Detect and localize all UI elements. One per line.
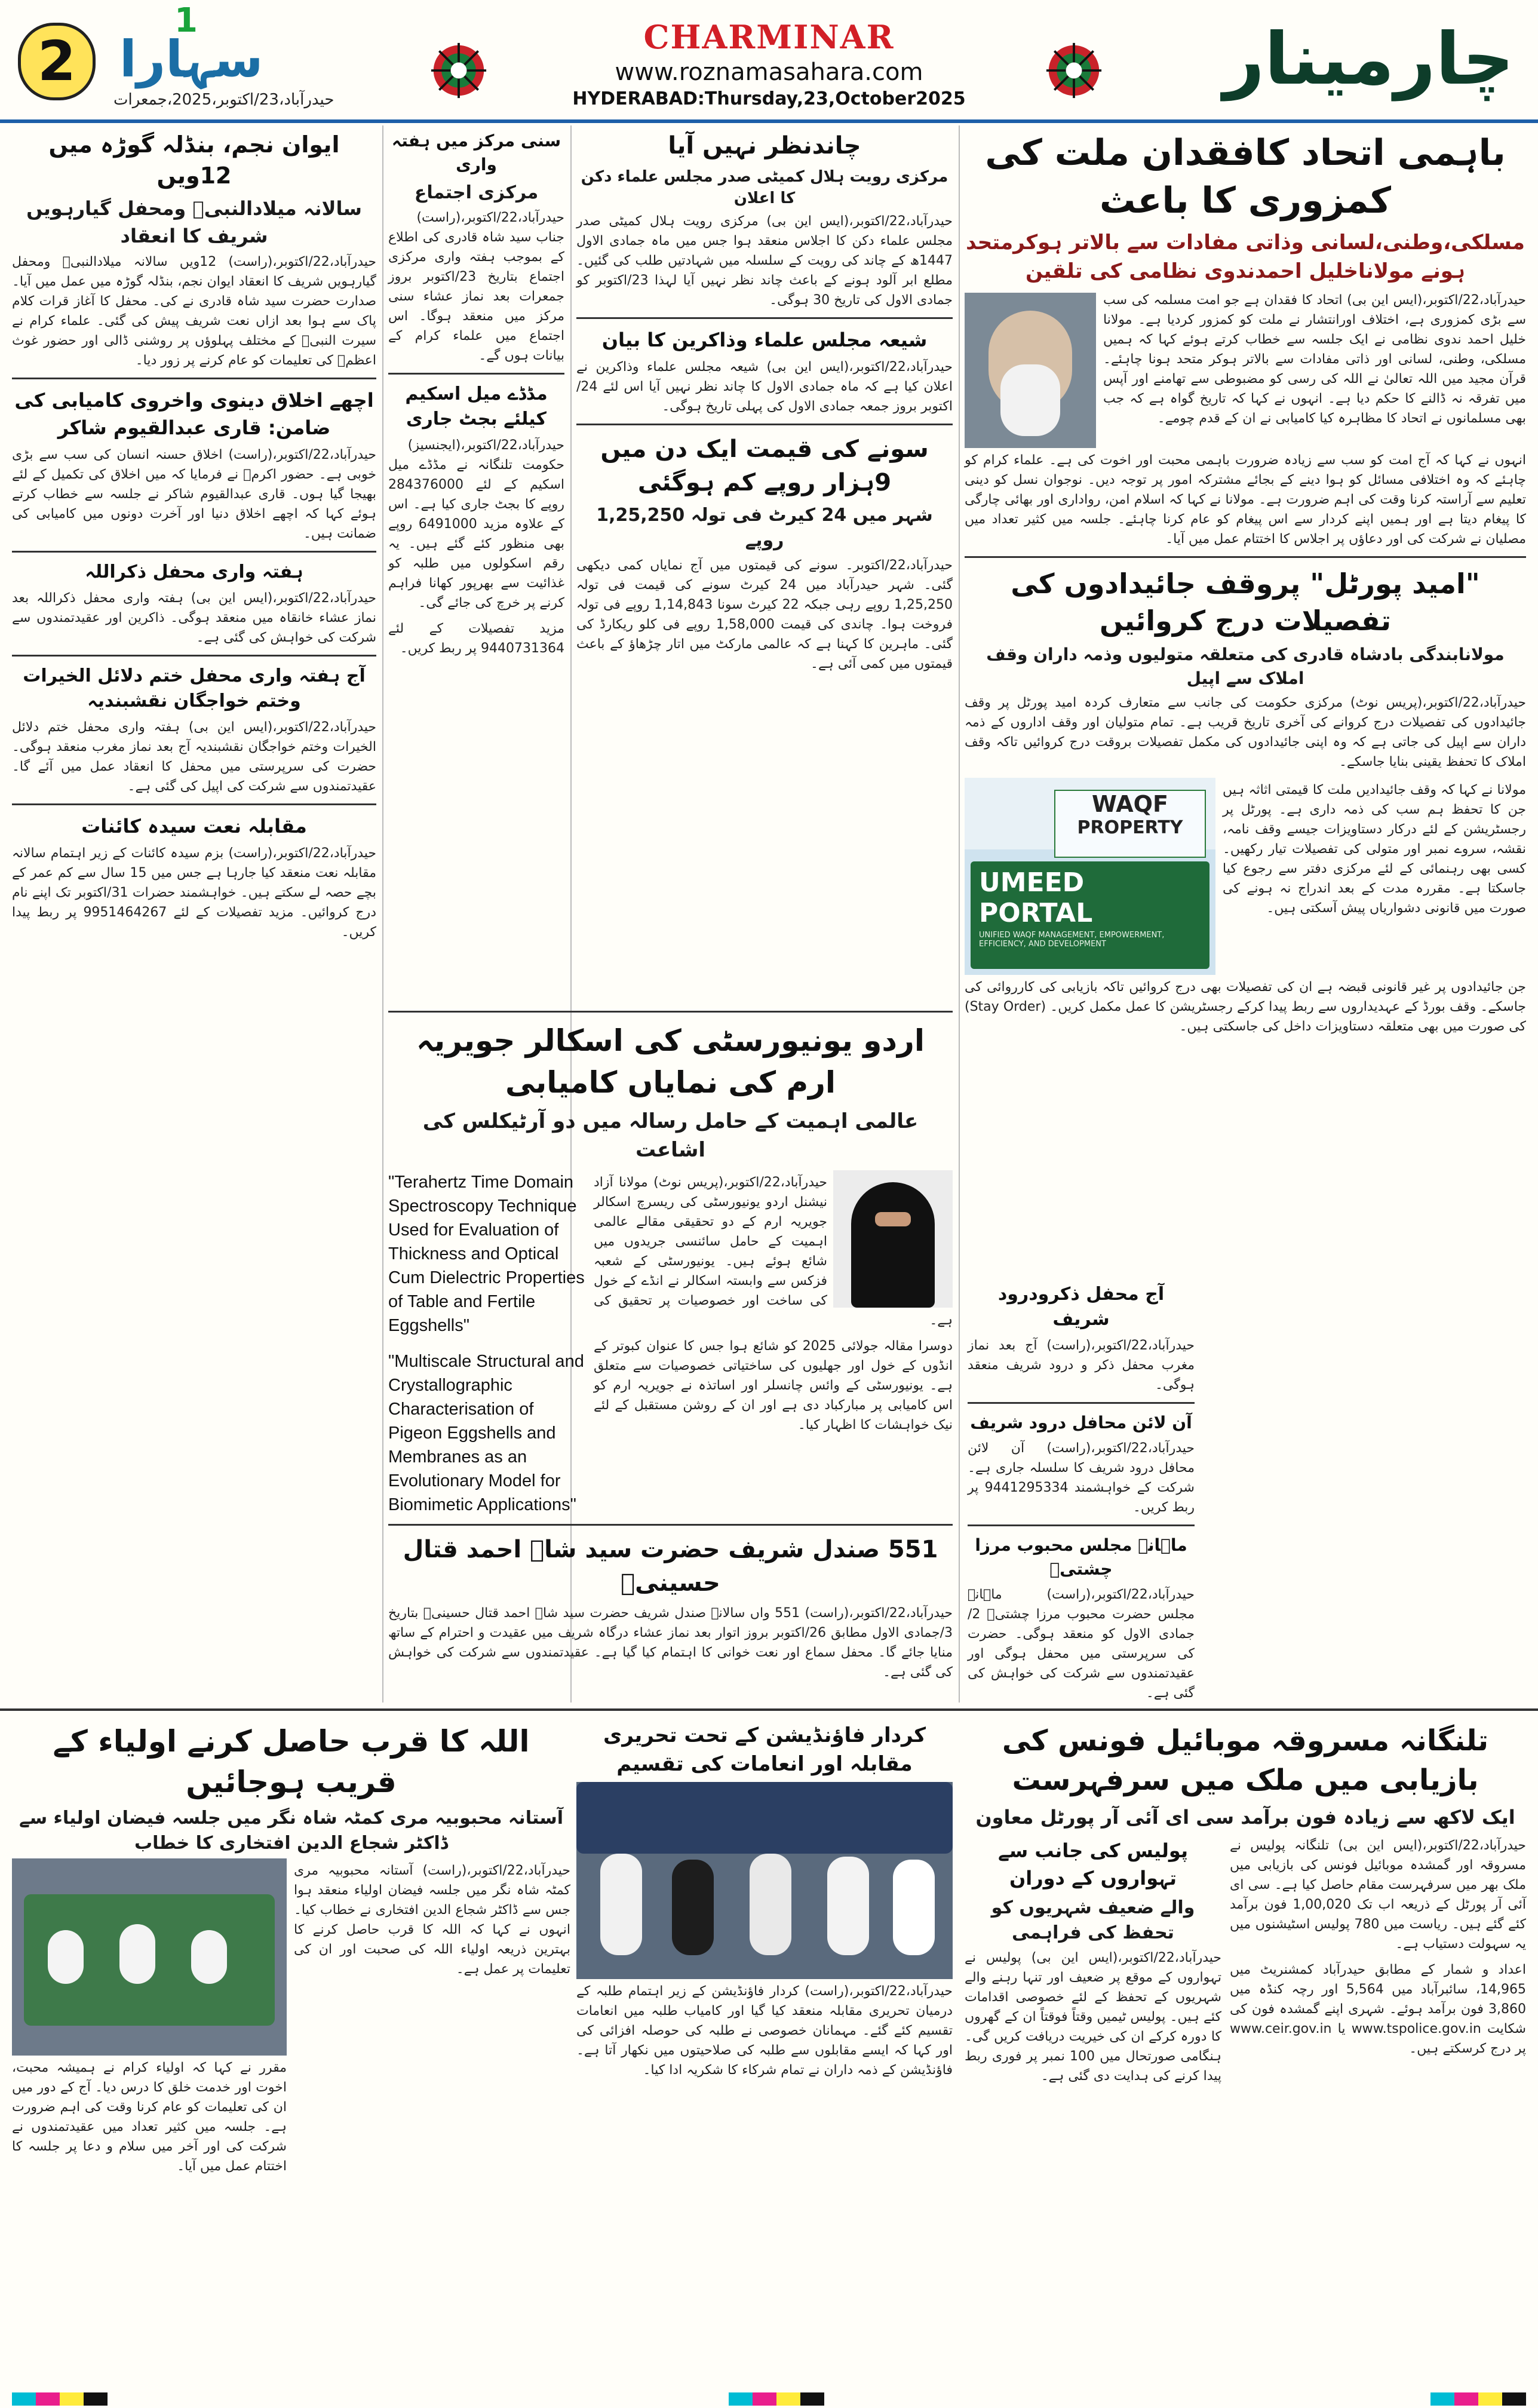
- article-headline: ایوان نجم، بنڈلہ گوڑہ میں 12ویں: [48, 131, 340, 189]
- paper-title-1: "Terahertz Time Domain Spectroscopy Technique Used for Evaluation of Thickness and Optical Cum Dielectric Properties of Table and Fertile Eggshells": [388, 1173, 585, 1335]
- article-headline: تلنگانہ مسروقہ موبائیل فونس کی بازیابی میں ملک میں سرفہرست: [1002, 1724, 1489, 1797]
- article-body: حیدرآباد،22/اکتوبر،(پریس نوٹ) مرکزی حکومت کی جانب سے متعارف کردہ امید پورٹل پر وقف جائیدادوں کی تفصیلات درج کروانے کی آخری تاریخ قریب ہے۔ تمام متولیان اور وقف اداروں کے ذمہ داران سے اپیل کی جاتی ہے کہ وہ اپنی جائیدادوں کی مکمل تفصیلات بروقت درج کروائیں تاکہ وقف املاک کا تحفظ یقینی بنایا جاسکے۔: [965, 695, 1526, 769]
- registration-mark: [60, 2392, 84, 2406]
- article-body: حیدرآباد،22/اکتوبر،(ایس این بی) مرکزی رویت ہلال کمیٹی صدر مجلس علماء دکن کا اجلاس منعقد ہوا جس میں ماہ جمادی الاول 1447ھ کے چاند کی رویت کے سلسلہ میں شہادتیں طلب کی گئیں۔ مطلع ابر آلود ہونے کے باعث چاند نظر نہیں آیا لہذا 23/اکتوبر کو جمادی الاول کی تاریخ 30 ہوگی۔: [576, 214, 953, 308]
- article-headline: سنی مرکز میں ہفتہ واری: [391, 131, 561, 174]
- registration-mark: [36, 2392, 60, 2406]
- umeed-title: UMEED: [979, 867, 1085, 898]
- paper-title-2: "Multiscale Structural and Crystallographic Characterisation of Pigeon Eggshells and Membranes as an Evolutionary Model for Biomimetic Applications": [388, 1352, 584, 1514]
- article-subhead: آستانہ محبوبیہ مری کمٹہ شاہ نگر میں جلسہ فیضان اولیاء سے ڈاکٹر شجاع الدین افتخاری کا خطاب: [19, 1808, 563, 1854]
- article-body: دوسرا مقالہ جولائی 2025 کو شائع ہوا جس کا عنوان کبوتر کے انڈوں کے خول اور جھلیوں کی ساختیاتی خصوصیات سے متعلق ہے۔ یونیورسٹی کے وائس چانسلر اور اساتذہ نے جویریہ ارم کو اس کامیابی پر مبارکباد دی ہے اور ان کے روشن مستقبل کے لئے نیک خواہشات کا اظہار کیا۔: [594, 1339, 953, 1432]
- article-headline: اردو یونیورسٹی کی اسکالر جویریہ ارم کی نمایاں کامیابی: [416, 1023, 925, 1100]
- article-body: حیدرآباد،22/اکتوبر،(ایس این بی) شیعہ مجلس علماء وذاکرین نے اعلان کیا ہے کہ ماہ جمادی الاول کا چاند نظر نہیں آیا اس لئے 24/اکتوبر بروز جمعہ جمادی الاول کی پہلی تاریخ ہوگی۔: [576, 360, 953, 414]
- page-number: 2: [18, 23, 96, 100]
- scholar-photo: [833, 1170, 953, 1308]
- column-rule: [959, 125, 960, 1703]
- article-subhead: ایک لاکھ سے زیادہ فون برآمد سی ای آئی آر پورٹل معاون: [975, 1806, 1515, 1829]
- article-subhead: مرکزی رویت ہلال کمیٹی صدر مجلس علماء دکن کا اعلان: [581, 168, 948, 207]
- article-headline: آن لائن محافل درود شریف: [970, 1413, 1192, 1432]
- waqf-sign-subtitle: PROPERTY: [1077, 817, 1183, 838]
- masthead-urdu-date: حیدرآباد،23/اکتوبر،2025،جمعرات: [113, 91, 334, 109]
- umeed-tagline: UNIFIED WAQF MANAGEMENT, EMPOWERMENT, EFFICIENCY, AND DEVELOPMENT: [979, 931, 1165, 949]
- registration-mark: [1478, 2392, 1502, 2406]
- article-body: حیدرآباد،22/اکتوبر،(ایس این بی) ہفتہ واری محفل ختم دلائل الخیرات وختم خواجگان نقشبندیہ آج بعد نماز مغرب منعقد ہوگی۔ حضرت کی سرپرستی میں محفل کا انعقاد عمل میں آئے گا۔ عقیدتمندوں سے شرکت کی اپیل کی گئی ہے۔: [12, 720, 376, 794]
- umeed-portal-photo: [965, 778, 1215, 975]
- article-body: انہوں نے کہا کہ آج امت کو سب سے زیادہ ضرورت باہمی محبت اور اخوت کی ہے۔ علماء کرام کو چاہئے کہ وہ اختلافی مسائل کو ہوا دینے کے بجائے مشترکہ امور پر توجہ دیں۔ نوجوان نسل کو دینی تعلیم سے آراستہ کرنا وقت کی اہم ضرورت ہے۔ مولانا نے کہا کہ اسلام امن، رواداری اور بھائی چارگی کا پیغام دیتا ہے اور ہمیں اپنے کردار سے اس پیغام کو عام کرنا چاہئے۔ جلسہ میں کثیر تعداد میں مصلیان نے شرکت کی اور دعاؤں پر اجلاس کا اختتام عمل میں آیا۔: [965, 453, 1526, 547]
- divider: [576, 317, 953, 319]
- registration-mark: [776, 2392, 800, 2406]
- bottom-story-aulia: [12, 1717, 570, 2182]
- speaker-photo: [965, 293, 1096, 448]
- website-link[interactable]: www.roznamasahara.com: [615, 59, 923, 86]
- sahara-logo: [119, 1, 263, 88]
- divider: [965, 556, 1526, 558]
- article-headline: چاندنظر نہیں آیا: [668, 132, 861, 159]
- dateline: HYDERABAD:Thursday,23,October2025: [572, 88, 966, 109]
- article-headline: اللہ کا قرب حاصل کرنے اولیاء کے قریب ہوجائیں: [53, 1724, 530, 1799]
- article-body: مولانا نے کہا کہ وقف جائیدادیں ملت کا قیمتی اثاثہ ہیں جن کا تحفظ ہم سب کی ذمہ داری ہے۔ پورٹل پر رجسٹریشن کے لئے درکار دستاویزات جیسے وقف نامہ، نقشہ، سروے نمبر اور متولی کی تفصیلات تیار رکھیں۔ کسی بھی رہنمائی کے لئے مرکزی دفتر سے رجوع کیا جاسکتا ہے۔ مقررہ مدت کے بعد اندراج نہ ہونے کی صورت میں قانونی دشواریاں پیش آسکتی ہیں۔: [1223, 783, 1526, 916]
- article-headline: 551 صندل شریف حضرت سید شاہ احمد قتال حسینیؒ: [403, 1536, 938, 1597]
- divider: [388, 373, 564, 375]
- article-subhead: والے ضعیف شہریوں کو تحفظ کی فراہمی: [991, 1897, 1195, 1943]
- bottom-story-phones: [965, 1717, 1526, 2092]
- article-body: حیدرآباد،22/اکتوبر،(ایس این بی) ہفتہ واری محفل ذکراللہ بعد نماز عشاء خانقاہ میں منعقد ہوگی۔ ذاکرین اور عقیدتمندوں سے شرکت کی خواہش کی گئی ہے۔: [12, 591, 376, 645]
- article-body: حیدرآباد،22/اکتوبر،(راست) بزم سیدہ کائنات کے زیر اہتمام سالانہ مقابلہ نعت منعقد کیا جارہا ہے جس میں 15 سال سے کم عمر کے بچے حصہ لے سکتے ہیں۔ خواہشمند حضرات 31/اکتوبر تک اپنے نام درج کروائیں۔ مزید تفصیلات کے لئے 9951464267 پر ربط پیدا کریں۔: [12, 846, 377, 940]
- col-left: [12, 125, 376, 948]
- divider: [968, 1524, 1195, 1526]
- article-headline: مڈڈے میل اسکیم کیلئے بجٹ جاری: [405, 384, 548, 430]
- article-headline: ماہانہ مجلس محبوب مرزا چشتیؒ: [975, 1535, 1187, 1579]
- logo-one-badge: 1: [174, 1, 199, 40]
- article-headline: پولیس کی جانب سے تہواروں کے دوران: [998, 1839, 1188, 1889]
- article-body: حیدرآباد،22/اکتوبر،(راست) ماہانہ مجلس حضرت محبوب مرزا چشتیؒ 2/جمادی الاول کو منعقد ہوگی۔ حضرت کی سرپرستی میں محفل ہوگی اور عقیدتمندوں سے شرکت کی خواہش کی گئی ہے۔: [968, 1587, 1195, 1701]
- registration-mark: [1430, 2392, 1454, 2406]
- article-headline: آج ہفتہ واری محفل ختم دلائل الخیرات وختم خواجگان نقشبندیہ: [23, 665, 366, 711]
- registration-mark: [1502, 2392, 1526, 2406]
- article-body: مزید تفصیلات کے لئے 9440731364 پر ربط کریں۔: [388, 621, 564, 656]
- article-headline: باہمی اتحاد کافقدان ملت کی کمزوری کا باعث: [985, 132, 1506, 222]
- article-body: حیدرآباد،22/اکتوبر،(ایس این بی) اتحاد کا فقدان ہے جو امت مسلمہ کی سب سے بڑی کمزوری ہے، اختلاف اورانتشار نے ملت کو کمزور کردیا ہے۔ مولانا خلیل احمد ندوی نظامی نے ایک جلسہ سے خطاب کرتے ہوئے کہا کہ ہمیں مسلکی، وطنی، لسانی اور ذاتی مفادات سے بالاتر ہوکر متحد ہونا چاہئے۔ قرآن مجید میں اللہ تعالیٰ نے اللہ کی رسی کو مضبوطی سے تھامنے اور آپس میں تفرقہ نہ ڈالنے کا حکم دیا ہے۔ انہوں نے کہا کہ تاریخ گواہ ہے کہ جب بھی مسلمانوں نے اتحاد کا مظاہرہ کیا کامیابی نے ان کے قدم چومے۔: [1103, 293, 1526, 426]
- registration-mark: [753, 2392, 776, 2406]
- article-body: حیدرآباد،22/اکتوبر،(ایجنسیز) حکومت تلنگانہ نے مڈڈے میل اسکیم کے لئے 284376000 روپے کا بجٹ جاری کیا ہے۔ اس کے علاوہ مزید 6491000 روپے بھی منظور کئے گئے ہیں۔ یہ رقم اسکولوں میں طلبہ کو غذائیت سے بھرپور کھانا فراہم کرنے پر خرچ کی جائے گی۔: [388, 438, 564, 611]
- article-subhead: عالمی اہمیت کے حامل رسالہ میں دو آرٹیکلس کی اشاعت: [422, 1109, 919, 1162]
- bottom-story-foundation: [576, 1717, 953, 2086]
- urdu-university-story: [388, 1004, 953, 1688]
- registration-mark: [800, 2392, 824, 2406]
- article-subhead: مسلکی،وطنی،لسانی وذاتی مفادات سے بالاتر ہوکرمتحد ہونے مولاناخلیل احمدندوی نظامی کی تلقین: [966, 231, 1525, 283]
- article-body: حیدرآباد،22/اکتوبر،(راست) آستانہ محبوبیہ مری کمٹہ شاہ نگر میں جلسہ فیضان اولیاء منعقد ہوا جس سے ڈاکٹر شجاع الدین افتخاری نے خطاب کیا۔ انہوں نے کہا کہ اللہ کا قرب حاصل کرنے کا بہترین ذریعہ اولیاء اللہ کی صحبت اور ان کی تعلیمات پر عمل ہے۔: [294, 1863, 570, 1977]
- article-subhead: سالانہ میلادالنبیؐ ومحفل گیارہویں شریف کا انعقاد: [26, 197, 362, 247]
- col-center: [576, 125, 953, 680]
- article-subhead: شہر میں 24 کیرٹ فی تولہ 1,25,250 روپے: [596, 505, 933, 551]
- divider: [12, 803, 376, 805]
- article-body: حیدرآباد،22/اکتوبر،(راست) کردار فاؤنڈیشن کے زیر اہتمام طلبہ کے درمیان تحریری مقابلہ منعقد کیا گیا اور کامیاب طلبہ میں انعامات تقسیم کئے گئے۔ مہمانان خصوصی نے طلبہ کی حوصلہ افزائی کی اور کہا کہ ایسے مقابلوں سے طلبہ کی صلاحیتوں میں نکھار آتا ہے۔ فاؤنڈیشن کے ذمہ داران نے تمام شرکاء کا شکریہ ادا کیا۔: [576, 1984, 953, 2078]
- emblem-left-icon: [430, 42, 487, 99]
- registration-mark: [84, 2392, 108, 2406]
- article-headline: "امید پورٹل" پروقف جائیدادوں کی تفصیلات درج کروائیں: [1011, 568, 1480, 637]
- article-headline: شیعہ مجلس علماء وذاکرین کا بیان: [601, 329, 928, 351]
- article-body: حیدرآباد،22/اکتوبر،(راست) اخلاق حسنہ انسان کی سب سے بڑی خوبی ہے۔ حضور اکرمؐ نے فرمایا کہ میں اخلاق کی تکمیل کے لئے بھیجا گیا ہوں۔ قاری عبدالقیوم شاکر نے جلسہ سے خطاب کرتے ہوئے کہا کہ اچھے اخلاق دنیا اور آخرت دونوں میں کامیابی کی ضمانت ہیں۔: [12, 447, 376, 541]
- divider: [388, 1011, 953, 1013]
- article-body: اعداد و شمار کے مطابق حیدرآباد کمشنریٹ میں 14,965، سائبرآباد میں 5,564 اور رچہ کنڈہ میں 3,860 فون برآمد ہوئے۔ شہری اپنے گمشدہ فون کی شکایت www.tspolice.gov.in یا www.ceir.gov.in پر درج کرسکتے ہیں۔: [1230, 1962, 1527, 2056]
- notices-col: [968, 1278, 1195, 1709]
- article-body: حیدرآباد،22/اکتوبر،(ایس این بی) تلنگانہ پولیس نے مسروقہ اور گمشدہ موبائیل فونس کی بازیابی میں ملک بھر میں سرفہرست مقام حاصل کیا ہے۔ سی ای آئی آر پورٹل کے ذریعہ اب تک 1,00,020 فون برآمد کئے گئے ہیں۔ ریاست میں 780 پولیس اسٹیشنوں میں یہ سہولت دستیاب ہے۔: [1230, 1838, 1527, 1952]
- article-body: حیدرآباد،22/اکتوبر۔ سونے کی قیمتوں میں آج نمایاں کمی دیکھی گئی۔ شہر حیدرآباد میں 24 کیرٹ سونے کی قیمت فی تولہ 1,25,250 روپے رہی جبکہ 22 کیرٹ سونا 1,14,843 روپے فی تولہ فروخت ہوا۔ چاندی کی قیمت 1,58,000 روپے فی کلو ریکارڈ کی گئی۔ ماہرین کا کہنا ہے کہ عالمی مارکٹ میں اتار چڑھاؤ کے باعث قیمتوں میں کمی آئی ہے۔: [576, 558, 953, 671]
- col-main-right: [965, 125, 1526, 1042]
- article-body: حیدرآباد،22/اکتوبر،(ایس این بی) پولیس نے تہواروں کے موقع پر ضعیف اور تنہا رہنے والے شہریوں کے تحفظ کے لئے خصوصی اقدامات کئے ہیں۔ پولیس ٹیمیں وقتاً فوقتاً ان کے گھروں کا دورہ کرکے ان کی خیریت دریافت کریں گی۔ ہنگامی صورتحال میں 100 نمبر پر فوری ربط پیدا کرنے کی ہدایت دی گئی ہے۔: [965, 1950, 1221, 2084]
- article-subhead: مولانابندگی بادشاہ قادری کی متعلقہ متولیوں وذمہ داران وقف املاک سے اپیل: [986, 645, 1505, 688]
- article-body: مقرر نے کہا کہ اولیاء کرام نے ہمیشہ محبت، اخوت اور خدمت خلق کا درس دیا۔ آج کے دور میں ان کی تعلیمات کو عام کرنا وقت کی اہم ضرورت ہے۔ جلسہ میں کثیر تعداد میں عقیدتمندوں نے شرکت کی اور آخر میں سلام و دعا پر جلسہ کا اختتام عمل میں آیا۔: [12, 2060, 287, 2174]
- masthead-center: [538, 18, 1000, 109]
- umeed-title-2: PORTAL: [979, 898, 1093, 928]
- section-name: CHARMINAR: [643, 18, 895, 56]
- emblem-right-icon: [1045, 42, 1103, 99]
- registration-mark: [12, 2392, 36, 2406]
- article-body: حیدرآباد،22/اکتوبر،(راست) جناب سید شاہ قادری کی اطلاع کے بموجب ہفتہ واری مرکزی اجتماع بتاریخ 23/اکتوبر بروز جمعرات بعد نماز عشاء سنی مرکز میں منعقد ہوگا۔ اس اجتماع میں علماء کرام کے بیانات ہوں گے۔: [388, 210, 564, 363]
- article-body: حیدرآباد،22/اکتوبر،(راست) آج بعد نماز مغرب محفل ذکر و درود شریف منعقد ہوگی۔: [968, 1338, 1195, 1392]
- column-rule: [382, 125, 383, 1703]
- article-body: حیدرآباد،22/اکتوبر،(پریس نوٹ) مولانا آزاد نیشنل اردو یونیورسٹی کی ریسرچ اسکالر جویریہ ارم کے دو تحقیقی مقالے عالمی اہمیت کے حامل سائنسی جریدوں میں شائع ہوئے ہیں۔ یونیورسٹی کے شعبہ فزکس سے وابستہ اسکالر نے انڈے کے خول کی ساخت اور خصوصیات پر تحقیق کی ہے۔: [594, 1175, 953, 1328]
- jalsa-photo: [12, 1858, 287, 2056]
- article-headline: کردار فاؤنڈیشن کے تحت تحریری مقابلہ اور انعامات کی تقسیم: [603, 1723, 926, 1776]
- article-body: حیدرآباد،22/اکتوبر،(راست) 12ویں سالانہ میلادالنبیؐ ومحفل گیارہویں شریف کا انعقاد ایوان نجم، بنڈلہ گوڑہ میں عمل میں آیا۔ صدارت حضرت سید شاہ قادری نے کی۔ محفل کا آغاز قرات کلام پاک سے ہوا بعد ازاں نعت شریف پیش کی گئی۔ علماء کرام نے سیرت النبیؐ کے مختلف پہلوؤں پر روشنی ڈالی اور حضور غوث اعظمؒ کی تعلیمات کو عام کرنے پر زور دیا۔: [12, 254, 376, 368]
- divider: [968, 1402, 1195, 1404]
- article-body: حیدرآباد،22/اکتوبر،(راست) آن لائن محافل درود شریف کا سلسلہ جاری ہے۔ شرکت کے خواہشمند 9441295334 پر ربط کریں۔: [968, 1441, 1195, 1515]
- urdu-section-title: چارمینار: [1223, 18, 1514, 101]
- bottom-rule: [0, 1708, 1538, 1711]
- sahara-logo-text: سہارا: [119, 30, 263, 88]
- article-subhead: مرکزی اجتماع: [414, 182, 539, 203]
- registration-mark: [729, 2392, 753, 2406]
- article-body: جن جائیدادوں پر غیر قانونی قبضہ ہے ان کی تفصیلات بھی درج کروائیں تاکہ بازیابی کی کارروائی کی جاسکے۔ وقف بورڈ کے عہدیداروں سے ربط پیدا کرکے رجسٹریشن کا عمل مکمل کریں۔ (Stay Order) کی صورت میں بھی متعلقہ دستاویزات داخل کی جاسکتی ہیں۔: [965, 980, 1526, 1034]
- article-headline: آج محفل ذکرودرود شریف: [997, 1284, 1165, 1330]
- award-ceremony-photo: [576, 1782, 953, 1979]
- divider: [12, 551, 376, 553]
- divider: [12, 378, 376, 379]
- article-headline: سونے کی قیمت ایک دن میں 9ہزار روپے کم ہوگئی: [600, 435, 929, 496]
- masthead: [0, 0, 1538, 123]
- article-headline: اچھے اخلاق دینوی واخروی کامیابی کی ضامن: قاری عبدالقیوم شاکر: [14, 389, 374, 439]
- divider: [388, 1524, 953, 1526]
- divider: [12, 655, 376, 657]
- waqf-sign-title: WAQF: [1092, 791, 1168, 817]
- article-headline: مقابلہ نعت سیدہ کائنات: [81, 815, 307, 838]
- registration-mark: [1454, 2392, 1478, 2406]
- article-headline: ہفتہ واری محفل ذکراللہ: [85, 562, 303, 582]
- divider: [576, 424, 953, 425]
- article-body: حیدرآباد،22/اکتوبر،(راست) 551 واں سالانہ صندل شریف حضرت سید شاہ احمد قتال حسینیؒ بتاریخ 3/جمادی الاول مطابق 26/اکتوبر بروز اتوار بعد نماز عشاء درگاہ شریف میں عقیدت و احترام کے ساتھ منایا جائے گا۔ محفل سماع اور نعت خوانی کا اہتمام کیا گیا ہے۔ عقیدتمندوں سے شرکت کی خواہش کی گئی ہے۔: [388, 1606, 953, 1680]
- col-narrow: [388, 125, 564, 664]
